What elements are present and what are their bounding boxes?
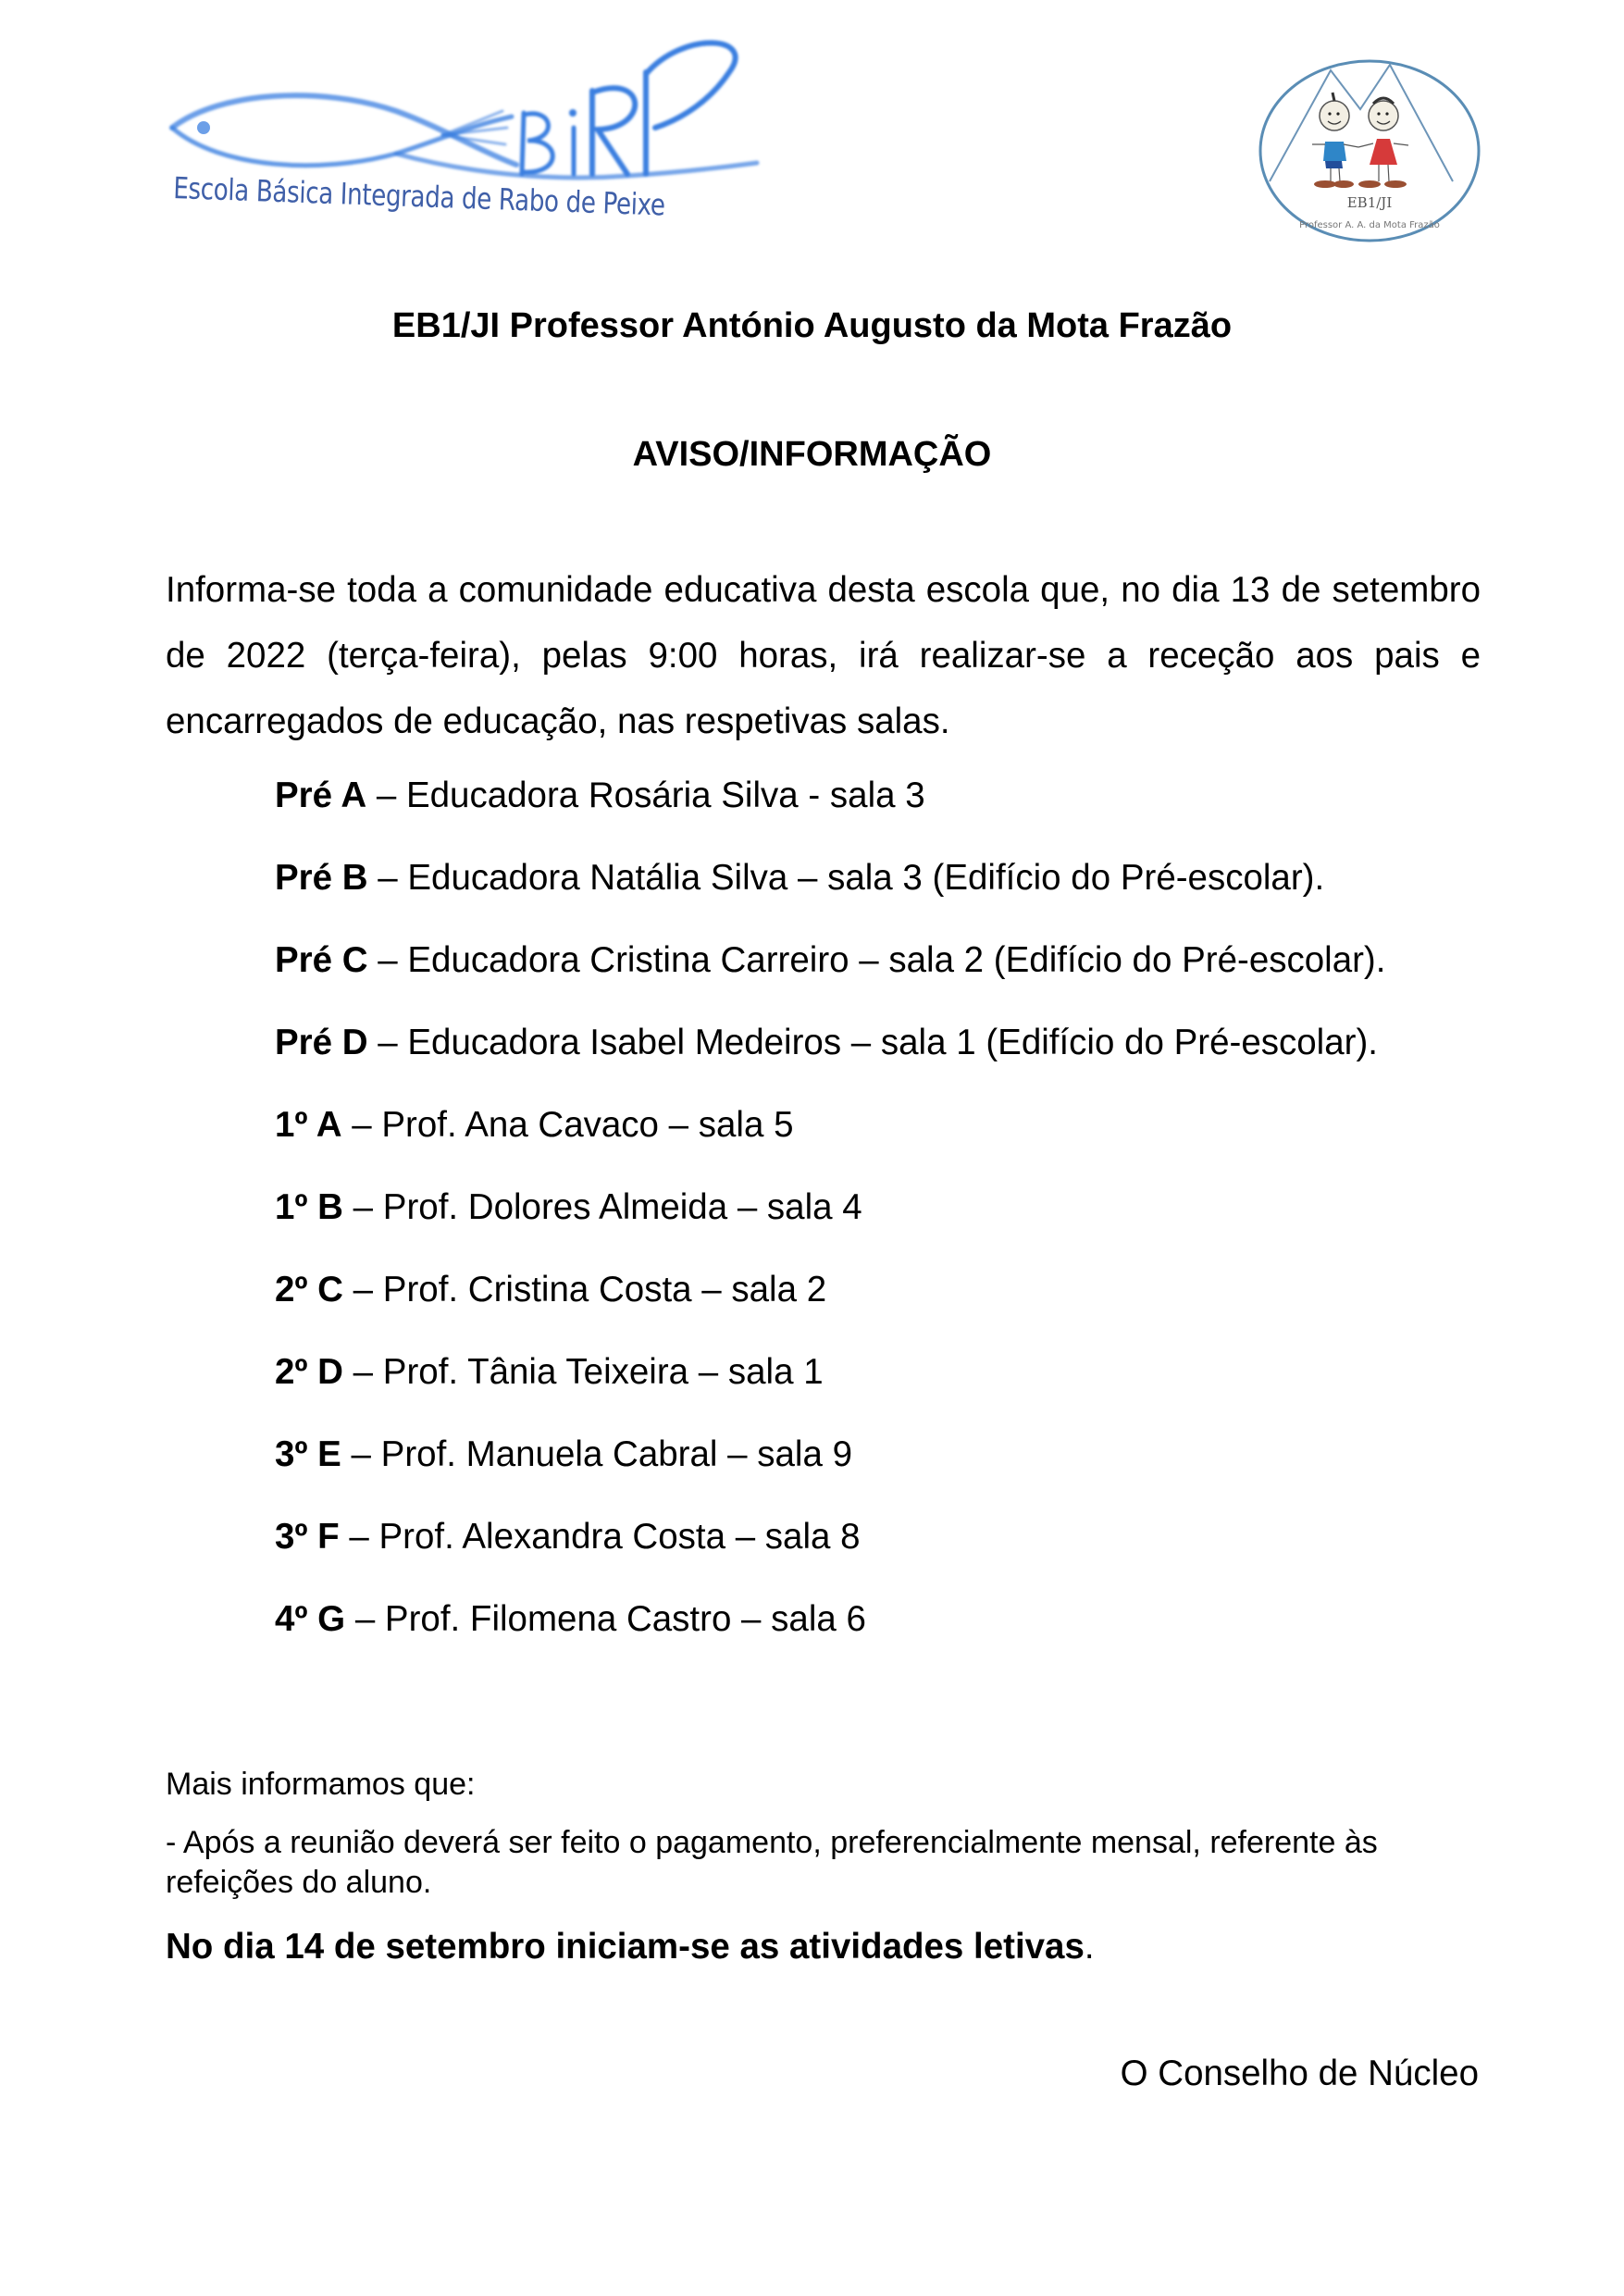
class-label: 1º B: [275, 1187, 343, 1227]
classes-start-tail: .: [1084, 1927, 1095, 1967]
list-item: [275, 858, 1385, 940]
class-details: – Prof. Alexandra Costa – sala 8: [339, 1517, 861, 1557]
list-item: [275, 940, 1385, 1023]
class-details: – Educadora Isabel Medeiros – sala 1 (Edifício do Pré-escolar).: [367, 1023, 1378, 1062]
class-details: – Educadora Cristina Carreiro – sala 2 (Edifício do Pré-escolar).: [367, 940, 1386, 980]
list-item: [275, 1270, 1385, 1352]
list-item: [275, 1187, 1385, 1270]
class-label: 2º D: [275, 1352, 343, 1392]
list-item: [275, 1434, 1385, 1517]
class-label: Pré D: [275, 1023, 368, 1062]
notice-heading: AVISO/INFORMAÇÃO: [632, 435, 992, 474]
class-label: Pré B: [275, 858, 368, 898]
list-item: [275, 1352, 1385, 1434]
class-details: – Educadora Rosária Silva - sala 3: [366, 776, 925, 815]
class-label: Pré A: [275, 776, 367, 815]
list-item: [275, 1023, 1385, 1105]
class-label: 1º A: [275, 1105, 342, 1145]
more-info-title: Mais informamos que:: [166, 1767, 476, 1802]
fish-eye-icon: [197, 121, 210, 134]
class-label: 3º E: [275, 1434, 341, 1474]
school-name: EB1/JI Professor António Augusto da Mota Frazão: [391, 306, 1233, 345]
school-logo-eb1ji: [1251, 52, 1488, 250]
children-mountains-logo-icon: [1251, 52, 1488, 250]
class-label: Pré C: [275, 940, 368, 980]
classes-start-notice: [166, 1927, 1095, 1967]
logo-professor-text: Professor A. A. da Mota Frazão: [1299, 220, 1440, 230]
list-item: [275, 1105, 1385, 1187]
school-logo-birp: [165, 35, 766, 231]
logo-eb1ji-text: EB1/JI: [1346, 194, 1393, 211]
list-item: [275, 776, 1385, 858]
class-details: – Prof. Ana Cavaco – sala 5: [341, 1105, 794, 1145]
list-item: [275, 1517, 1385, 1599]
class-details: – Prof. Tânia Teixeira – sala 1: [342, 1352, 824, 1392]
intro-paragraph: Informa-se toda a comunidade educativa desta escola que, no dia 13 de setembro de 2022 (terça-feira), pelas 9:00 horas, irá realizar-se a receção aos pais e encarregados de educação, nas respetivas salas.: [166, 570, 1481, 741]
class-details: – Educadora Natália Silva – sala 3 (Edifício do Pré-escolar).: [367, 858, 1325, 898]
more-info-item: - Após a reunião deverá ser feito o pagamento, preferencialmente mensal, referente às refeições do aluno.: [166, 1825, 1378, 1900]
class-label: 3º F: [275, 1517, 340, 1557]
class-label: 2º C: [275, 1270, 343, 1309]
class-room-list: [275, 776, 1385, 1682]
classes-start-bold: No dia 14 de setembro iniciam-se as atividades letivas: [166, 1927, 1085, 1967]
logo-caption: Escola Básica Integrada de Rabo de Peixe: [172, 170, 666, 223]
class-details: – Prof. Filomena Castro – sala 6: [345, 1599, 866, 1639]
signature: O Conselho de Núcleo: [1120, 2054, 1479, 2093]
list-item: [275, 1599, 1385, 1682]
class-details: – Prof. Manuela Cabral – sala 9: [341, 1434, 852, 1474]
class-details: – Prof. Cristina Costa – sala 2: [342, 1270, 827, 1309]
class-label: 4º G: [275, 1599, 346, 1639]
class-details: – Prof. Dolores Almeida – sala 4: [342, 1187, 862, 1227]
